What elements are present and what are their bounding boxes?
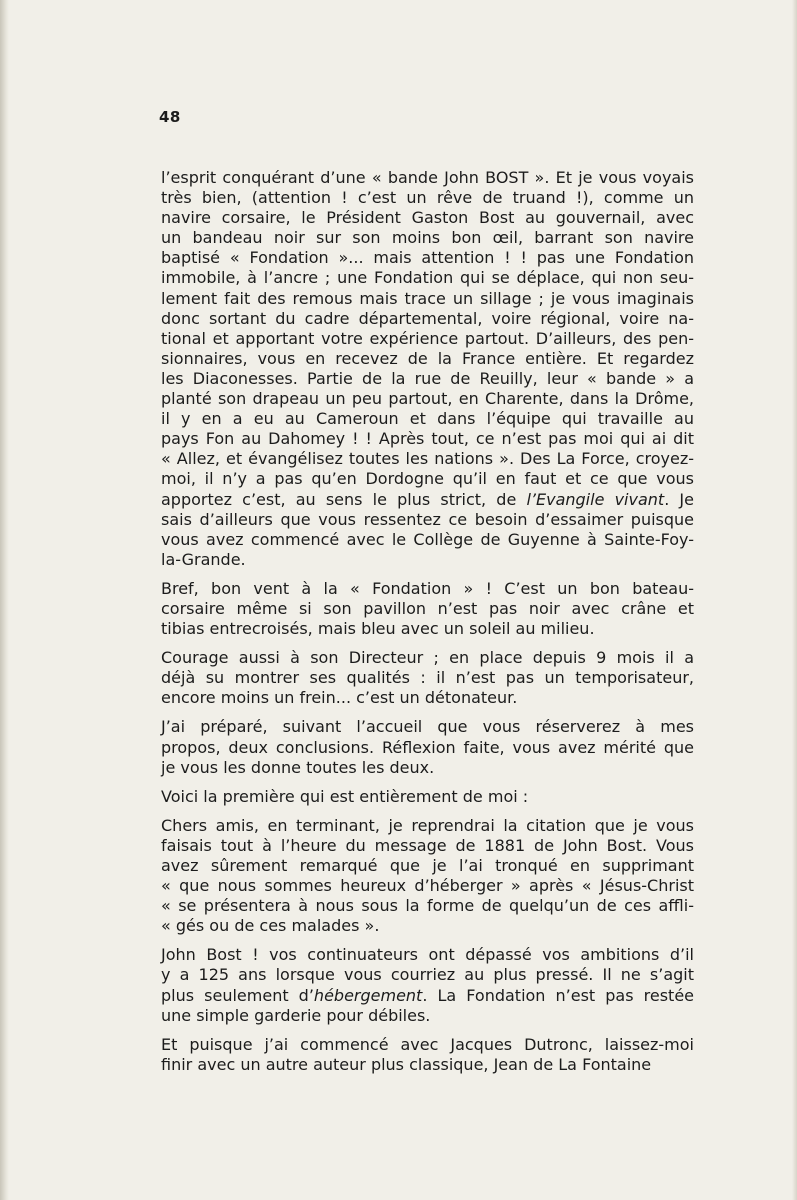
text-line: propos, deux conclusions. Réflexion faite, vous avez mérité que xyxy=(161,737,694,757)
text-line: « Allez, et évangélisez toutes les nations ». Des La Force, croyez- xyxy=(161,449,694,469)
text-line: navire corsaire, le Président Gaston Bost au gouvernail, avec xyxy=(161,208,694,228)
paragraph xyxy=(161,717,694,777)
page-edge-shadow xyxy=(792,0,797,1200)
text-line: « se présentera à nous sous la forme de quelqu’un de ces affli- xyxy=(161,896,694,916)
text-line: avez sûrement remarqué que je l’ai tronqué en supprimant xyxy=(161,856,694,875)
text-line: Voici la première qui est entièrement de moi : xyxy=(161,786,529,806)
text-line: il y en a eu au Cameroun et dans l’équipe qui travaille au xyxy=(161,409,694,429)
paragraph-gap xyxy=(161,778,694,787)
text-line: Bref, bon vent à la « Fondation » ! C’est un bon bateau- xyxy=(161,578,694,598)
text-line: corsaire même si son pavillon n’est pas noir avec crâne et xyxy=(161,598,694,618)
paragraph-gap xyxy=(161,1026,694,1035)
text-line: « gés ou de ces malades ». xyxy=(161,916,380,936)
paragraph xyxy=(161,648,694,708)
text-line: apportez c’est, au sens le plus strict, de l’Evangile vivant. Je xyxy=(161,489,694,509)
paragraph-gap xyxy=(161,570,694,579)
text-line: la-Grande. xyxy=(161,549,246,569)
text-line: sais d’ailleurs que vous ressentez ce besoin d’essaimer puisque xyxy=(161,509,694,529)
text-line: sionnaires, vous en recevez de la France entière. Et regardez xyxy=(161,348,694,368)
paragraph-gap xyxy=(161,936,694,945)
paragraph xyxy=(161,579,694,639)
page-number: 48 xyxy=(159,108,181,126)
paragraph xyxy=(161,1035,694,1075)
text-line: Courage aussi à son Directeur ; en place depuis 9 mois il a xyxy=(161,648,694,668)
page-gutter-shadow xyxy=(0,0,9,1200)
text-line: John Bost ! vos continuateurs ont dépassé vos ambitions d’il xyxy=(161,945,694,965)
text-line: plus seulement d’hébergement. La Fondation n’est pas restée xyxy=(161,985,694,1005)
text-line: très bien, (attention ! c’est un rêve de truand !), comme un xyxy=(161,188,694,208)
text-line: planté son drapeau un peu partout, en Charente, dans la Drôme, xyxy=(161,389,694,409)
paragraph-gap xyxy=(161,807,694,816)
text-line: pays Fon au Dahomey ! ! Après tout, ce n’est pas moi qui ai dit xyxy=(161,429,694,449)
text-line: encore moins un frein... c’est un détonateur. xyxy=(161,688,518,708)
paragraph-gap xyxy=(161,708,694,717)
text-line: « que nous sommes heureux d’héberger » après « Jésus-Christ xyxy=(161,876,694,896)
text-line: Chers amis, en terminant, je reprendrai la citation que je vous xyxy=(161,815,694,835)
paragraph xyxy=(161,945,694,1025)
text-line: immobile, à l’ancre ; une Fondation qui se déplace, qui non seu- xyxy=(161,268,694,288)
text-line: un bandeau noir sur son moins bon œil, barrant son navire xyxy=(161,228,694,248)
text-line: déjà su montrer ses qualités : il n’est pas un temporisateur, xyxy=(161,668,694,688)
text-line: finir avec un autre auteur plus classique, Jean de La Fontaine xyxy=(161,1054,652,1074)
text-line: donc sortant du cadre départemental, voire régional, voire na- xyxy=(161,308,694,328)
paragraph xyxy=(161,816,694,937)
text-line: les Diaconesses. Partie de la rue de Reuilly, leur « bande » a xyxy=(161,368,694,388)
body-text xyxy=(161,168,694,1075)
text-line: J’ai préparé, suivant l’accueil que vous réserverez à mes xyxy=(161,717,694,737)
paragraph xyxy=(161,787,694,807)
text-line: vous avez commencé avec le Collège de Guyenne à Sainte-Foy- xyxy=(161,529,694,549)
text-line: faisais tout à l’heure du message de 1881 de John Bost. Vous xyxy=(161,835,694,855)
text-line: Et puisque j’ai commencé avec Jacques Dutronc, laissez-moi xyxy=(161,1034,694,1054)
text-line: baptisé « Fondation »... mais attention ! ! pas une Fondation xyxy=(161,248,694,268)
text-line: tibias entrecroisés, mais bleu avec un soleil au milieu. xyxy=(161,619,595,639)
paragraph-gap xyxy=(161,639,694,648)
text-line: lement fait des remous mais trace un sillage ; je vous imaginais xyxy=(161,288,694,308)
text-line: l’esprit conquérant d’une « bande John BOST ». Et je vous voyais xyxy=(161,168,694,187)
text-line: tional et apportant votre expérience partout. D’ailleurs, des pen- xyxy=(161,328,694,348)
paragraph xyxy=(161,168,694,570)
text-line: y a 125 ans lorsque vous courriez au plus pressé. Il ne s’agit xyxy=(161,965,694,985)
text-line: je vous les donne toutes les deux. xyxy=(161,757,435,777)
text-line: moi, il n’y a pas qu’en Dordogne qu’il en faut et ce que vous xyxy=(161,469,694,489)
text-line: une simple garderie pour débiles. xyxy=(161,1005,431,1025)
